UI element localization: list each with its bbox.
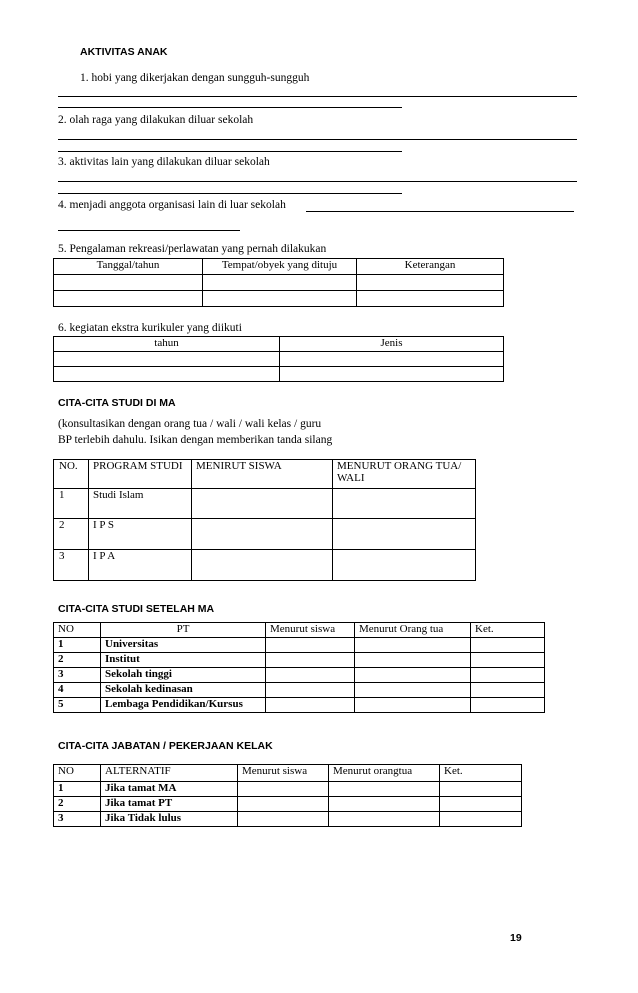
col-header: Ket. [440,765,522,782]
row-pt: Sekolah tinggi [101,668,266,683]
col-header: Menurut siswa [266,623,355,638]
table-cell[interactable] [192,550,333,581]
table-cell[interactable] [471,653,545,668]
table-cita-studi-ma [53,459,476,581]
table-cell[interactable] [238,797,329,812]
table-cell[interactable] [203,291,357,307]
col-header: Ket. [471,623,545,638]
col-header: Jenis [280,337,504,352]
instruction-line: (konsultasikan dengan orang tua / wali / wali kelas / guru [58,418,322,430]
row-pt: Universitas [101,638,266,653]
table-cell[interactable] [355,698,471,713]
row-pt: Lembaga Pendidikan/Kursus [101,698,266,713]
row-no: 1 [54,782,101,797]
col-header: NO [54,765,101,782]
section-heading-cita-studi-ma: CITA-CITA STUDI DI MA [58,397,176,409]
table-cell[interactable] [471,683,545,698]
col-header: MENURUT ORANG TUA/ WALI [333,460,476,489]
section-heading-cita-jabatan: CITA-CITA JABATAN / PEKERJAAN KELAK [58,740,273,752]
table-cell[interactable] [266,653,355,668]
answer-line[interactable] [58,181,577,182]
col-header: tahun [54,337,280,352]
question-olahraga: 2. olah raga yang dilakukan diluar sekolah [58,114,254,126]
table-cell[interactable] [355,653,471,668]
row-alternatif: Jika tamat MA [101,782,238,797]
col-header: MENIRUT SISWA [192,460,333,489]
section-heading-cita-studi-setelah: CITA-CITA STUDI SETELAH MA [58,603,215,615]
col-header: Menurut siswa [238,765,329,782]
row-no: 3 [54,812,101,827]
col-header: NO [54,623,101,638]
table-cell[interactable] [333,519,476,550]
question-organisasi: 4. menjadi anggota organisasi lain di luar sekolah [58,199,286,211]
row-program: Studi Islam [89,489,192,519]
table-cell[interactable] [440,797,522,812]
question-aktivitas-lain: 3. aktivitas lain yang dilakukan diluar sekolah [58,156,270,168]
table-cell[interactable] [266,683,355,698]
table-cell[interactable] [357,291,504,307]
row-pt: Sekolah kedinasan [101,683,266,698]
table-cell[interactable] [192,519,333,550]
table-cell[interactable] [329,812,440,827]
table-cell[interactable] [266,638,355,653]
table-cell[interactable] [333,489,476,519]
table-cell[interactable] [192,489,333,519]
table-cita-jabatan [53,764,522,827]
col-header: Menurut Orang tua [355,623,471,638]
answer-line[interactable] [306,211,574,212]
table-cell[interactable] [355,668,471,683]
row-no: 5 [54,698,101,713]
row-no: 1 [54,638,101,653]
table-cell[interactable] [238,782,329,797]
row-no: 3 [54,550,89,581]
table-cell[interactable] [238,812,329,827]
col-header: Keterangan [357,259,504,275]
question-hobi: 1. hobi yang dikerjakan dengan sungguh-sungguh [80,72,310,84]
table-cell[interactable] [203,275,357,291]
row-alternatif: Jika tamat PT [101,797,238,812]
answer-line[interactable] [58,96,577,97]
col-header: ALTERNATIF [101,765,238,782]
answer-line[interactable] [58,151,402,152]
table-cell[interactable] [355,638,471,653]
col-header: NO. [54,460,89,489]
table-cell[interactable] [471,698,545,713]
table-cell[interactable] [329,797,440,812]
row-no: 2 [54,653,101,668]
col-header: Tanggal/tahun [54,259,203,275]
table-cell[interactable] [471,638,545,653]
row-no: 2 [54,797,101,812]
table-cell[interactable] [357,275,504,291]
table-cell[interactable] [329,782,440,797]
answer-line[interactable] [58,193,402,194]
row-no: 1 [54,489,89,519]
row-program: I P S [89,519,192,550]
table-cell[interactable] [266,668,355,683]
answer-line[interactable] [58,230,240,231]
table-cell[interactable] [355,683,471,698]
table-cell[interactable] [440,782,522,797]
row-alternatif: Jika Tidak lulus [101,812,238,827]
answer-line[interactable] [58,107,402,108]
row-pt: Institut [101,653,266,668]
col-header: Menurut orangtua [329,765,440,782]
answer-line[interactable] [58,139,577,140]
row-no: 3 [54,668,101,683]
table-cell[interactable] [54,275,203,291]
col-header: PT [101,623,266,638]
section-heading-aktivitas: AKTIVITAS ANAK [80,46,168,58]
col-header: Tempat/obyek yang dituju [203,259,357,275]
table-ekstra [53,336,504,382]
table-cell[interactable] [440,812,522,827]
instruction-line: BP terlebih dahulu. Isikan dengan memberikan tanda silang [58,434,333,446]
col-header: PROGRAM STUDI [89,460,192,489]
table-cita-studi-setelah [53,622,545,713]
question-rekreasi: 5. Pengalaman rekreasi/perlawatan yang pernah dilakukan [58,243,327,255]
table-cell[interactable] [54,367,280,382]
table-cell[interactable] [266,698,355,713]
table-cell[interactable] [54,291,203,307]
table-cell[interactable] [54,352,280,367]
table-cell[interactable] [280,367,504,382]
page-number: 19 [510,932,522,944]
table-cell[interactable] [471,668,545,683]
question-ekstra: 6. kegiatan ekstra kurikuler yang diikuti [58,322,242,334]
row-no: 4 [54,683,101,698]
table-cell[interactable] [333,550,476,581]
table-cell[interactable] [280,352,504,367]
row-no: 2 [54,519,89,550]
table-rekreasi [53,258,504,307]
row-program: I P A [89,550,192,581]
